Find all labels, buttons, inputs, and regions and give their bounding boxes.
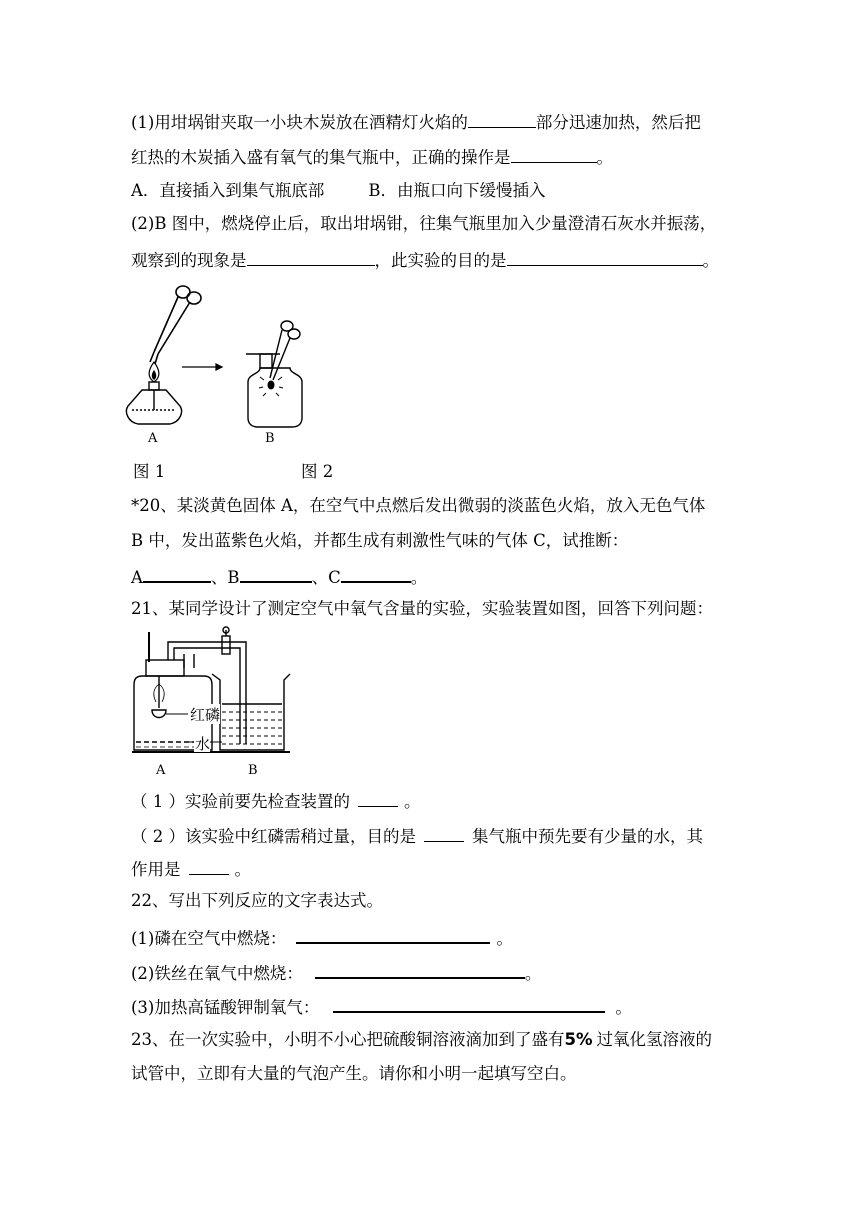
text: 、B	[210, 568, 240, 587]
q20-line1	[131, 495, 705, 517]
text: 部分迅速加热，然后把	[535, 113, 701, 132]
blank-reaction-phosphorus[interactable]	[296, 925, 490, 944]
option-b: B．由瓶口向下缓慢插入	[368, 181, 546, 200]
q20-line3	[131, 564, 427, 589]
text: 图 1	[133, 462, 166, 481]
text: 。	[404, 792, 421, 811]
q21-sub3	[131, 857, 251, 881]
blank-phosphorus-purpose[interactable]	[424, 824, 464, 842]
figure-label-b: B	[265, 431, 275, 446]
text: 23、在一次实验中，小明不小心把硫酸铜溶液滴加到了盛有	[131, 1030, 565, 1049]
crucible-tongs-icon	[150, 286, 201, 364]
option-a: A．直接插入到集气瓶底部	[131, 181, 325, 200]
text: (1)用坩埚钳夹取一小块木炭放在酒精灯火焰的	[131, 113, 468, 132]
text: 作用是	[131, 860, 181, 879]
text: 。	[496, 929, 513, 948]
q-part1-line1	[131, 110, 701, 134]
burning-charcoal-icon	[259, 372, 283, 396]
q21-sub1	[131, 789, 421, 813]
text: ，此实验的目的是	[374, 251, 507, 270]
text: (1)磷在空气中燃烧：	[131, 929, 287, 948]
figure-label-a: A	[148, 431, 158, 446]
blank-reaction-permanganate[interactable]	[333, 994, 605, 1013]
figure-oxygen-content-apparatus	[128, 624, 298, 780]
text: 图 2	[301, 462, 334, 481]
q21-line1	[131, 598, 713, 620]
q-part1-options	[131, 180, 546, 202]
spring-clamp-icon	[222, 627, 230, 654]
blank-water-function[interactable]	[189, 857, 229, 875]
q22-reaction3	[131, 994, 632, 1019]
q-part2-line2	[131, 248, 719, 272]
text: *20、某淡黄色固体 A，在空气中点燃后发出微弱的淡蓝色火焰，放入无色气体	[131, 496, 706, 515]
q20-line2	[131, 530, 628, 552]
q-part2-line1	[131, 213, 716, 235]
q22-title	[131, 890, 383, 912]
q23-line1	[131, 1029, 712, 1051]
text: 。	[615, 998, 632, 1017]
text: 22、写出下列反应的文字表达式。	[131, 891, 383, 910]
text: 。	[524, 964, 542, 983]
crucible-tongs-in-bottle-icon	[270, 321, 300, 380]
concentration-value: 5%	[564, 1030, 593, 1049]
arrow-right-icon	[182, 364, 222, 370]
text: (2)B 图中，燃烧停止后，取出坩埚钳，往集气瓶里加入少量澄清石灰水并振荡，	[131, 214, 717, 233]
blank-reaction-iron[interactable]	[315, 960, 525, 979]
text: 。	[234, 860, 251, 879]
gas-collecting-bottle-icon	[246, 354, 302, 427]
blank-substance-a[interactable]	[143, 564, 211, 583]
text: 试管中，立即有大量的气泡产生。请你和小明一起填写空白。	[131, 1064, 577, 1083]
gas-bottle-a-icon	[134, 632, 212, 750]
text: 过氧化氢溶液的	[596, 1030, 713, 1049]
text: 观察到的现象是	[131, 251, 247, 270]
text: 。	[410, 568, 428, 587]
blank-flame-part[interactable]	[468, 110, 536, 128]
blank-phenomenon[interactable]	[247, 248, 375, 266]
blank-correct-operation[interactable]	[511, 145, 597, 163]
q22-reaction1	[131, 925, 513, 950]
text: (3)加热高锰酸钾制氧气：	[131, 998, 320, 1017]
text: （ 2 ）该实验中红磷需稍过量，目的是	[131, 827, 416, 846]
blank-purpose[interactable]	[507, 248, 703, 266]
text: B 中，发出蓝紫色火焰，并都生成有刺激性气味的气体 C，试推断：	[131, 531, 629, 550]
text: 集气瓶中预先要有少量的水，其	[472, 827, 703, 846]
figure-label-a: A	[156, 763, 166, 778]
text: （ 1 ）实验前要先检查装置的	[131, 792, 350, 811]
q23-line2	[131, 1063, 577, 1085]
text: 红热的木炭插入盛有氧气的集气瓶中，正确的操作是	[131, 148, 511, 167]
text: 。	[596, 148, 613, 167]
blank-substance-c[interactable]	[341, 564, 411, 583]
alcohol-lamp-icon	[126, 382, 181, 424]
figure-caption-1	[133, 461, 165, 483]
q21-sub2	[131, 824, 703, 848]
text: 、C	[311, 568, 341, 587]
label-red-phosphorus: 红磷	[190, 706, 221, 724]
label-water: 水	[195, 735, 211, 753]
blank-substance-b[interactable]	[240, 564, 312, 583]
figure-charcoal-combustion	[120, 282, 340, 452]
text: 。	[702, 251, 719, 270]
figure-caption-2	[301, 461, 333, 483]
text: (2)铁丝在氧气中燃烧：	[131, 964, 303, 983]
q22-reaction2	[131, 960, 541, 985]
q-part1-line2	[131, 145, 613, 169]
text: 21、某同学设计了测定空气中氧气含量的实验，实验装置如图，回答下列问题：	[131, 599, 713, 618]
figure-label-b: B	[248, 763, 258, 778]
blank-check-apparatus[interactable]	[358, 789, 398, 807]
text: A	[131, 568, 143, 587]
